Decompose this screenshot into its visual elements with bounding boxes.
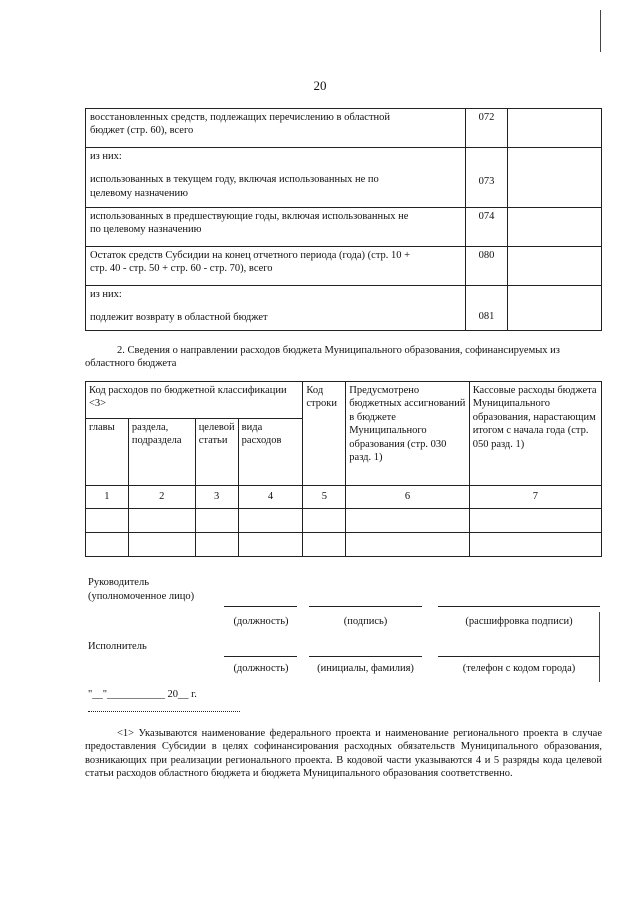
table-row [86,509,602,533]
row-text: из них: подлежит возврату в областной бюджет [86,286,466,331]
row-code: 072 [466,109,508,148]
row-code: 073 [466,148,508,208]
column-number: 1 [86,486,129,509]
head-sublabel: (уполномоченное лицо) [88,591,195,602]
column-number: 6 [346,486,469,509]
planned-header: Предусмотрено бюджетных ассигнований в бюджете Муниципального образования (стр. 030 разд. 1) [346,382,469,486]
signature-line [224,656,297,657]
kbk-header: Код расходов по бюджетной классификации <3> [86,382,303,419]
table-row [86,247,602,286]
row-text: использованных в предшествующие годы, включая использованных не по целевому назначению [86,208,466,247]
caption-signature: (подпись) [343,616,388,627]
expense-table [85,381,602,557]
signature-line [224,606,297,607]
signature-line [438,606,600,607]
table-row [86,109,602,148]
column-number: 2 [128,486,195,509]
scan-mark [600,10,601,52]
column-number: 4 [238,486,303,509]
caption-decoding: (расшифровка подписи) [465,616,573,627]
caption-position: (должность) [233,663,289,674]
date-line: "__"___________ 20__ г. [88,689,197,700]
value-cell [508,247,602,286]
top-table [85,108,602,331]
row-text: восстановленных средств, подлежащих перечислению в областной бюджет (стр. 60), всего [86,109,466,148]
sub-header: целевой статьи [195,419,238,486]
column-number: 3 [195,486,238,509]
sub-header: главы [86,419,129,486]
row-code: 080 [466,247,508,286]
code-header: Код строки [303,382,346,486]
cash-header: Кассовые расходы бюджета Муниципального образования, нарастающим итогом с начала года (стр. 050 разд. 1) [469,382,601,486]
value-cell [508,109,602,148]
signature-line [309,656,422,657]
sub-header: раздела, подраздела [128,419,195,486]
caption-initials: (инициалы, фамилия) [317,663,414,674]
row-text: из них: использованных в текущем году, включая использованных не по целевому назначению [86,148,466,208]
head-label: Руководитель [88,577,149,588]
footnote: <1> Указываются наименование федерального проекта и наименование регионального проекта в случае предоставления Субсидии в целях софинансирования расходных обязательств Муниципального образования, возникающих при реализации регионального проекта. В кодовой части указываются 4 и 5 разряды кода целевой статьи расходов областного бюджета и бюджета Муниципального образования соответственно. [85,728,602,780]
row-code: 081 [466,286,508,331]
footnote-divider [88,711,240,712]
signature-line [309,606,422,607]
caption-phone: (телефон с кодом города) [462,663,576,674]
table-row [86,286,602,331]
sub-header: вида расходов [238,419,303,486]
row-text: Остаток средств Субсидии на конец отчетного периода (года) (стр. 10 + стр. 40 - стр. 50 + стр. 60 - стр. 70), всего [86,247,466,286]
page-number: 20 [313,78,327,93]
value-cell [508,148,602,208]
column-number: 5 [303,486,346,509]
table-row [86,533,602,557]
section-heading: 2. Сведения о направлении расходов бюджета Муниципального образования, софинансируемых из областного бюджета [85,345,560,370]
caption-position: (должность) [233,616,289,627]
table-row [86,148,602,208]
table-row [86,208,602,247]
value-cell [508,286,602,331]
executor-label: Исполнитель [88,641,147,652]
row-code: 074 [466,208,508,247]
column-number: 7 [469,486,601,509]
value-cell [508,208,602,247]
signature-line [438,656,600,657]
